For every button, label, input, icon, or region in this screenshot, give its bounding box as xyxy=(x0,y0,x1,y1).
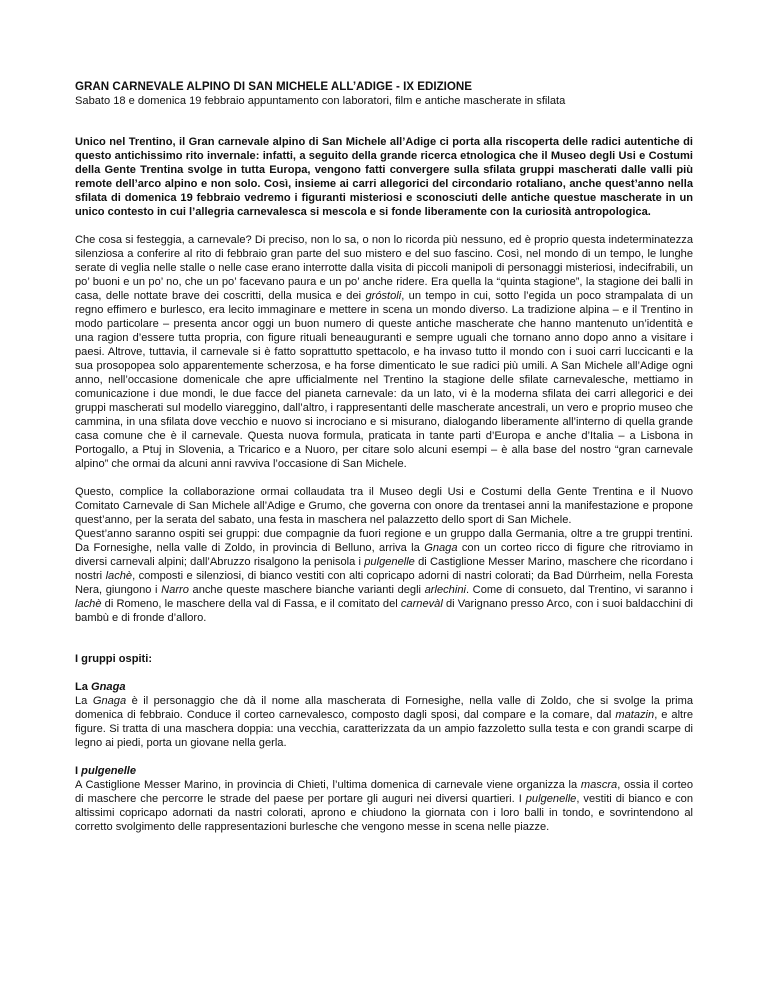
italic-term: gróstoli xyxy=(365,290,402,302)
document-title: GRAN CARNEVALE ALPINO DI SAN MICHELE ALL’ADIGE - IX EDIZIONE xyxy=(75,80,472,93)
text-run: è il personaggio che dà il nome alla mascherata di Fornesighe, nella valle di Zoldo, che si svolge la prima domenica di febbraio. Conduce il corteo carnevalesco, composto dagli sposi, dal compare e la comare, dal xyxy=(75,695,693,721)
italic-term: mascra xyxy=(580,779,618,791)
text-run: , e altre figure. Si tratta di una maschera doppia: una vecchia, caratterizzata da un ampio fazzoletto sulla testa e con grandi scarpe di legno ai piedi, porta un giovane nella gerla. xyxy=(75,709,693,749)
text-run: . Come di consueto, dal Trentino, vi saranno i xyxy=(465,584,693,596)
group-heading-gnaga xyxy=(75,680,693,694)
italic-term: Gnaga xyxy=(92,695,127,707)
text-run: A Castiglione Messer Marino, in provincia di Chieti, l’ultima domenica di carnevale viene organizza la xyxy=(75,779,581,791)
text-run: con un corteo ricco di figure che ritroviamo in diversi carnevali alpini; dall’Abruzzo risalgono la penisola i xyxy=(75,542,694,568)
italic-term: Narro xyxy=(161,584,189,596)
text-run: , ossia il corteo di maschere che percorre le strade del paese per portare gli auguri nei diversi quartieri. I xyxy=(75,779,693,805)
italic-term: pulgenelle xyxy=(364,556,415,568)
italic-term: matazin xyxy=(615,709,655,721)
document-page xyxy=(75,80,693,848)
italic-term: lachè xyxy=(105,570,133,582)
text-run: di Castiglione Messer Marino, maschere che ricordano i nostri xyxy=(75,556,693,582)
section-heading-guest-groups: I gruppi ospiti: xyxy=(75,653,153,665)
group-description-gnaga xyxy=(75,694,693,750)
text-run: Quest’anno saranno ospiti sei gruppi: due compagnie da fuori regione e un gruppo dalla Germania, oltre a tre gruppi trentini. Da Fornesighe, nella valle di Zoldo, in provincia di Belluno, arriva la xyxy=(75,528,693,554)
text-run: I xyxy=(75,765,82,777)
group-heading-pulgenelle xyxy=(75,764,693,778)
text-run: , composti e silenziosi, di bianco vestiti con alti copricapo adorni di nastri colorati; da Bad Dürrheim, nella Foresta Nera, giungono i xyxy=(75,570,693,596)
paragraph-carnival-history xyxy=(75,233,693,471)
italic-term: carnevàl xyxy=(400,598,443,610)
italic-term: Gnaga xyxy=(424,542,458,554)
text-run: anche queste maschere bianche varianti degli xyxy=(188,584,425,596)
italic-term: pulgenelle xyxy=(81,765,137,777)
text-run: , vestiti di bianco e con altissimi copricapo adornati da nastri colorati, aprono e chiudono la giornata con i loro balli in tondo, e sovrintendono al corretto svolgimento delle rappresentazioni burlesche che vengono messe in scena nelle piazze. xyxy=(75,793,694,833)
italic-term: Gnaga xyxy=(91,681,126,693)
lead-paragraph: Unico nel Trentino, il Gran carnevale alpino di San Michele all’Adige ci porta alla riscoperta delle radici autentiche di questo antichissimo rito invernale: infatti, a seguito della grande ricerca etnologica che il Museo degli Usi e Costumi della Gente Trentina svolge in tutta Europa, vengono fatti convergere sulla sfilata gruppi mascherati dalle valli più remote dell’arco alpino e non solo. Così, insieme ai carri allegorici del circondario rotaliano, anche quest’anno nella sfilata di domenica 19 febbraio vedremo i figuranti misteriosi e sconosciuti delle antiche questue mascherate in un unico contesto in cui l’allegria carnevalesca si mescola e si fonde liberamente con la curiosità antropologica. xyxy=(75,136,693,218)
document-subtitle: Sabato 18 e domenica 19 febbraio appuntamento con laboratori, film e antiche mascherate in sfilata xyxy=(75,95,566,107)
italic-term: lachè xyxy=(75,598,102,610)
paragraph-collaboration: Questo, complice la collaborazione ormai collaudata tra il Museo degli Usi e Costumi della Gente Trentina e il Nuovo Comitato Carnevale di San Michele all’Adige e Grumo, che governa con onore da trentasei anni la manifestazione e propone quest’anno, per la serata del sabato, una festa in maschera nel palazzetto dello sport di San Michele. xyxy=(75,486,693,526)
paragraph-guest-groups xyxy=(75,527,693,625)
text-run: La xyxy=(75,695,93,707)
text-run: Che cosa si festeggia, a carnevale? Di preciso, non lo sa, o non lo ricorda più nessuno, ed è proprio questa indeterminatezza silenziosa a conferire al rito di febbraio gran parte del suo mistero e del suo fascino. Così, nel mondo di un tempo, le lunghe serate di veglia nelle stalle o nelle case erano interrotte dalla visita di piccoli manipoli di personaggi misteriosi, indecifrabili, un po’ buoni e un po’ no, che un po’ facevano paura e un po’ anche ridere. Era quella la “quinta stagione”, la stagione dei balli in casa, delle nottate brave dei coscritti, della musica e dei xyxy=(75,234,693,302)
text-run: , un tempo in cui, sotto l’egida un poco strampalata di un regno effimero e burlesco, era lecito immaginare e mettere in scena un mondo diverso. La tradizione alpina – e il Trentino in modo particolare – presenta ancor oggi un buon numero di queste antiche mascherate che hanno mantenuto un’identità e una ragion d’essere tutta propria, con figure rituali beneauguranti e sempre uguali che tornano anno dopo anno a visitare i paesi. Altrove, tuttavia, il carnevale si è fatto soprattutto spettacolo, e ha invaso tutto il mondo con i suoi carri luccicanti e la sua prosopopea solo apparentemente scherzosa, e ha forse dimenticato le sue radici più umili. A San Michele all’Adige ogni anno, nell’occasione domenicale che apre ufficialmente nel Trentino la stagione delle sfilate carnevalesche, mettiamo in comunicazione i due mondi, le due facce del pianeta carnevale: da un lato, vi è la moderna sfilata dei carri allegorici e dei gruppi mascherati sul modello viareggino, dall’altro, i rappresentanti delle mascherate ancestrali, un vero e proprio museo che cammina, in una sfilata dove vecchio e nuovo si incrociano e si misurano, dialogando liberamente all’interno di quella grande casa comune che è il carnevale. Questa nuova formula, praticata in tante parti d’Europa e anche d’Italia – a Lisbona in Portogallo, a Ptuj in Slovenia, a Tricarico e a Nuoro, per citare solo alcuni esempi – è alla base del nostro “gran carnevale alpino” che ormai da alcuni anni ravviva l’occasione di San Michele. xyxy=(75,290,693,470)
group-description-pulgenelle xyxy=(75,778,693,834)
text-run: di Romeno, le maschere della val di Fassa, e il comitato del xyxy=(101,598,401,610)
text-run: di Varignano presso Arco, con i suoi baldacchini di bambù e di fronde d’alloro. xyxy=(75,598,693,624)
text-run: La xyxy=(75,681,92,693)
italic-term: arlechini xyxy=(424,584,466,596)
italic-term: pulgenelle xyxy=(525,793,577,805)
